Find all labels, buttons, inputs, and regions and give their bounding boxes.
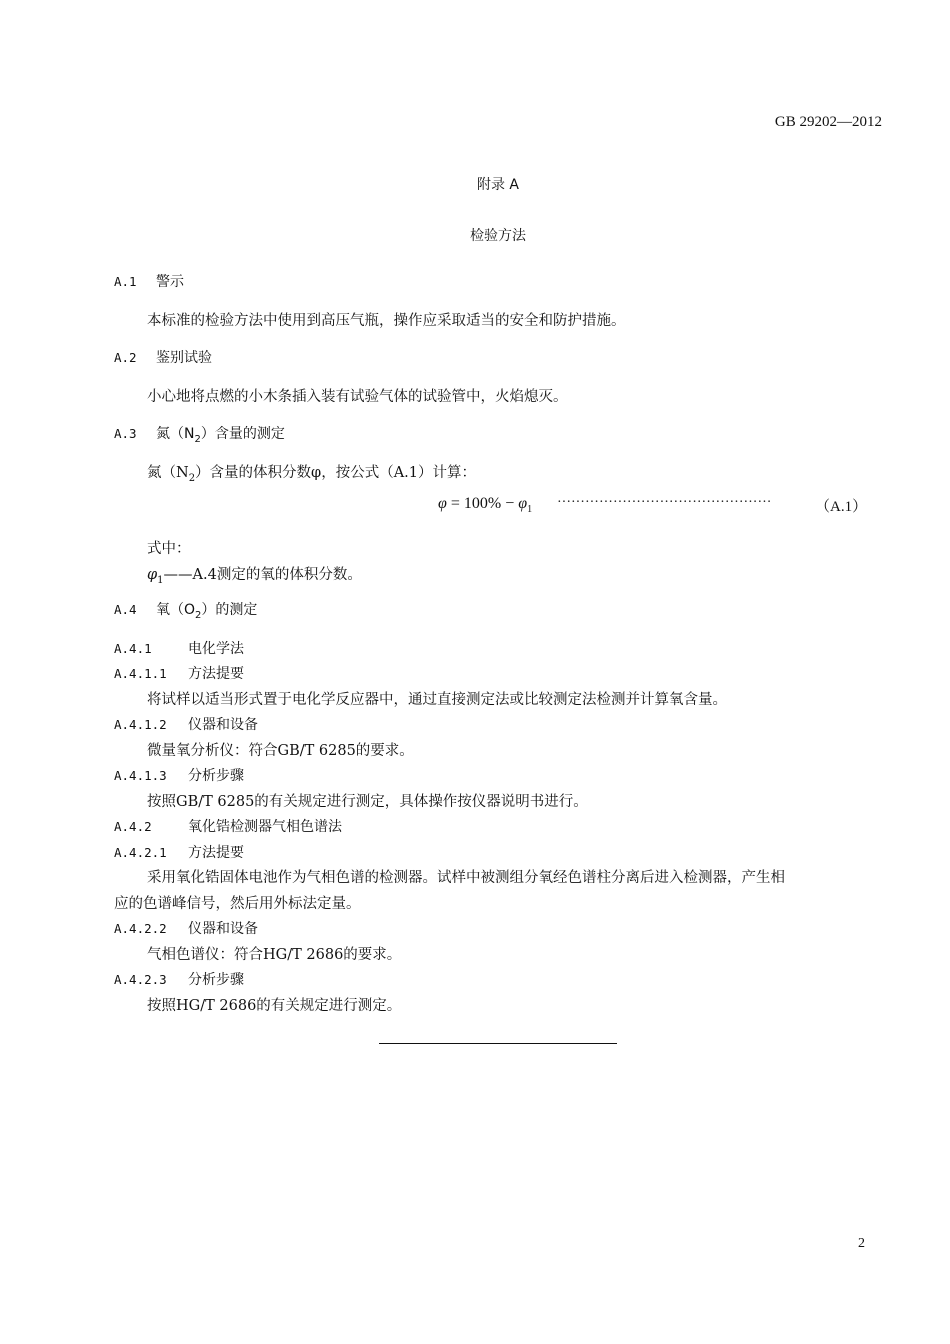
section-title: 仪器和设备	[188, 717, 258, 733]
section-a42-heading	[114, 816, 342, 836]
section-a2-text: 小心地将点燃的小木条插入装有试验气体的试验管中，火焰熄灭。	[147, 389, 568, 405]
section-a413-heading	[114, 765, 244, 785]
section-number: A.2	[114, 350, 137, 365]
section-title: 仪器和设备	[188, 921, 258, 937]
section-number: A.3	[114, 426, 137, 441]
section-number: A.4.2.2	[114, 921, 167, 936]
section-a3-heading	[114, 423, 285, 445]
annex-title: 检验方法	[470, 228, 526, 244]
formula-a1	[438, 495, 532, 515]
symbol-definition: $\varphi_1——A.4$测定的氧的体积分数。	[147, 567, 362, 586]
formula-rhs-subscript: 1	[527, 504, 533, 516]
section-a423-heading	[114, 969, 244, 989]
section-a41-heading	[114, 638, 244, 658]
formula-reference: （A.1）	[815, 499, 868, 515]
section-a3-text: 氮$(N_2)$含量的体积分数φ，按公式（A.1）计算：	[147, 465, 477, 484]
annex-label: 附录 A	[476, 177, 520, 193]
section-title: 氧化锆检测器气相色谱法	[188, 819, 342, 835]
section-number: A.4.1.2	[114, 717, 167, 732]
section-title: 方法提要	[188, 666, 244, 682]
section-number: A.4.2.3	[114, 972, 167, 987]
formula-lhs: φ	[438, 495, 447, 512]
section-a411-heading	[114, 663, 244, 683]
where-label: 式中：	[147, 541, 191, 557]
section-a412-heading	[114, 714, 258, 734]
formula-leader-dots: ··············································	[557, 495, 772, 510]
section-a2-heading	[114, 347, 212, 367]
end-rule	[379, 1043, 617, 1044]
section-a1-text: 本标准的检验方法中使用到高压气瓶，操作应采取适当的安全和防护措施。	[147, 313, 626, 329]
section-a421-text-line1: 采用氧化锆固体电池作为气相色谱的检测器。试样中被测组分氧经色谱柱分离后进入检测器，产生相	[147, 870, 785, 886]
section-title: 氧$(O_2)$的测定	[156, 602, 258, 621]
section-title: 鉴别试验	[156, 350, 212, 366]
section-title: 电化学法	[188, 641, 244, 657]
standard-number: GB 29202—2012	[774, 114, 882, 130]
section-title: 氮$(N_2)$含量的测定	[156, 426, 285, 445]
section-a413-text: 按照GB/T 6285的有关规定进行测定，具体操作按仪器说明书进行。	[147, 794, 588, 810]
section-a411-text: 将试样以适当形式置于电化学反应器中，通过直接测定法或比较测定法检测并计算氧含量。	[147, 692, 727, 708]
section-number: A.1	[114, 274, 137, 289]
section-title: 分析步骤	[188, 768, 244, 784]
section-number: A.4.2.1	[114, 845, 167, 860]
section-a422-text: 气相色谱仪：符合HG/T 2686的要求。	[147, 947, 402, 963]
formula-rhs: φ	[518, 495, 528, 512]
section-title: 分析步骤	[188, 972, 244, 988]
section-title: 方法提要	[188, 845, 244, 861]
section-number: A.4.2	[114, 819, 152, 834]
section-a423-text: 按照HG/T 2686的有关规定进行测定。	[147, 998, 402, 1014]
section-a422-heading	[114, 918, 258, 938]
section-number: A.4.1	[114, 641, 152, 656]
section-number: A.4.1.1	[114, 666, 167, 681]
section-number: A.4.1.3	[114, 768, 167, 783]
page-number: 2	[858, 1236, 865, 1251]
section-title: 警示	[156, 274, 184, 290]
section-a1-heading	[114, 271, 184, 291]
section-number: A.4	[114, 602, 137, 617]
section-a4-heading	[114, 599, 257, 621]
section-a421-heading	[114, 842, 244, 862]
section-a421-text-line2: 应的色谱峰信号，然后用外标法定量。	[114, 896, 361, 912]
section-a412-text: 微量氧分析仪：符合GB/T 6285的要求。	[147, 743, 414, 759]
formula-equals: = 100% −	[446, 495, 519, 512]
